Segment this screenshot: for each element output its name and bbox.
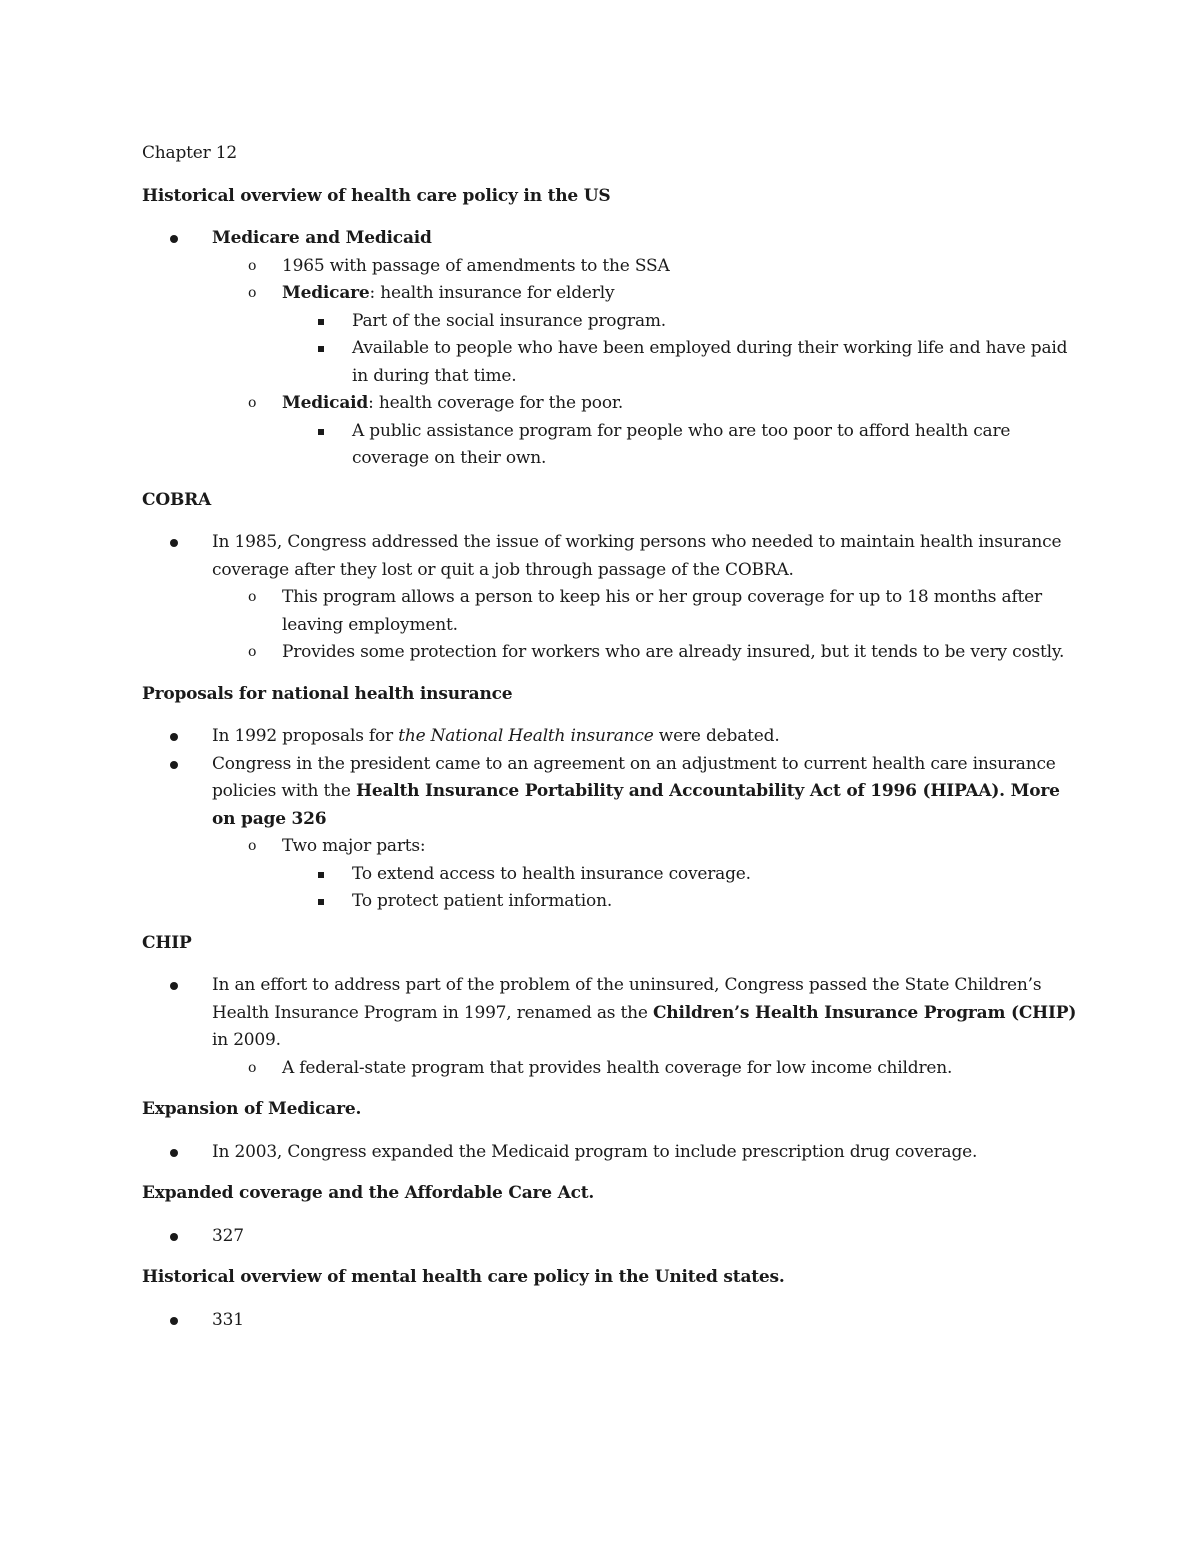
bullet-list xyxy=(142,1223,1082,1251)
item-text: Two major parts: xyxy=(282,836,426,856)
item-text: This program allows a person to keep his or her group coverage for up to 18 months after leaving employment. xyxy=(282,587,1042,635)
sub-sub-list xyxy=(282,861,1082,916)
list-item xyxy=(248,1055,1082,1083)
section-national-health-insurance xyxy=(142,723,1082,916)
item-text: Provides some protection for workers who are already insured, but it tends to be very costly. xyxy=(282,642,1065,662)
list-item xyxy=(212,723,1082,751)
list-item xyxy=(212,529,1082,667)
item-term: Children’s Health Insurance Program (CHIP) xyxy=(652,1002,1077,1023)
bullet-list xyxy=(142,1307,1082,1335)
item-text: 331 xyxy=(212,1309,244,1330)
section-health-care-policy xyxy=(142,225,1082,473)
item-text: In an effort to address part of the problem of the uninsured, Congress passed the State Children’s Health Insurance Program in 1997, renamed as the xyxy=(212,975,1042,1023)
item-text: in 2009. xyxy=(212,1030,281,1050)
list-item xyxy=(248,584,1082,639)
item-text: 327 xyxy=(212,1225,244,1246)
bullet-circle-icon: o xyxy=(248,1059,257,1076)
item-text: Medicare and Medicaid xyxy=(212,228,432,248)
section-expansion-of-medicare xyxy=(142,1139,1082,1167)
list-item xyxy=(212,1223,1082,1251)
item-text: : health coverage for the poor. xyxy=(368,393,624,413)
bullet-list xyxy=(142,723,1082,916)
item-text: In 1992 proposals for xyxy=(212,726,399,746)
sub-sub-list xyxy=(282,418,1082,473)
chapter-title: Chapter 12 xyxy=(142,143,238,163)
bullet-list xyxy=(142,972,1082,1082)
bullet-circle-icon: o xyxy=(248,838,257,854)
sub-list xyxy=(212,1055,1082,1083)
item-term: Health Insurance Portability and Accountability Act of 1996 (HIPAA). More on page 326 xyxy=(212,781,1060,829)
sub-list xyxy=(212,833,1082,916)
heading-cobra: COBRA xyxy=(142,489,212,510)
item-text: To extend access to health insurance coverage. xyxy=(352,863,751,884)
item-text: A federal-state program that provides health coverage for low income children. xyxy=(282,1057,953,1078)
list-item xyxy=(212,225,1082,473)
list-item xyxy=(248,390,1082,473)
item-term: Medicare xyxy=(282,283,370,303)
item-text: 1965 with passage of amendments to the SSA xyxy=(282,255,670,276)
item-text: Congress in the president came to an agreement on an adjustment to current health care insurance policies with the xyxy=(212,753,1056,801)
heading-affordable-care-act: Expanded coverage and the Affordable Care Act. xyxy=(142,1183,595,1203)
item-text: were debated. xyxy=(653,726,780,746)
heading-chip: CHIP xyxy=(142,932,192,953)
list-item xyxy=(212,751,1082,916)
sub-list xyxy=(212,584,1082,667)
bullet-list xyxy=(142,225,1082,473)
list-item xyxy=(352,418,1082,473)
heading-national-health-insurance: Proposals for national health insurance xyxy=(142,683,513,704)
item-text: Available to people who have been employed during their working life and have paid in during that time. xyxy=(352,338,1068,386)
item-text: To protect patient information. xyxy=(352,891,613,911)
document-body xyxy=(142,140,1082,1348)
item-text: Part of the social insurance program. xyxy=(352,310,667,331)
list-item xyxy=(248,280,1082,390)
list-item xyxy=(248,833,1082,916)
section-chip xyxy=(142,972,1082,1082)
list-item xyxy=(352,308,1082,336)
bullet-circle-icon: o xyxy=(248,257,257,274)
list-item xyxy=(248,639,1082,667)
list-item xyxy=(212,1307,1082,1335)
item-text: In 2003, Congress expanded the Medicaid program to include prescription drug coverage. xyxy=(212,1141,978,1162)
section-affordable-care-act xyxy=(142,1223,1082,1251)
bullet-list xyxy=(142,1139,1082,1167)
bullet-circle-icon: o xyxy=(248,395,257,411)
item-emphasis: the National Health insurance xyxy=(398,726,654,746)
bullet-list xyxy=(142,529,1082,667)
item-text: In 1985, Congress addressed the issue of working persons who needed to maintain health insurance coverage after they lost or quit a job through passage of the COBRA. xyxy=(212,532,1062,580)
list-item xyxy=(352,335,1082,390)
sub-sub-list xyxy=(282,308,1082,391)
list-item xyxy=(248,253,1082,281)
bullet-circle-icon: o xyxy=(248,644,257,660)
heading-health-care-policy: Historical overview of health care policy in the US xyxy=(142,185,611,206)
list-item xyxy=(212,972,1082,1082)
list-item xyxy=(212,1139,1082,1167)
bullet-circle-icon: o xyxy=(248,285,257,301)
bullet-circle-icon: o xyxy=(248,589,257,605)
list-item xyxy=(352,861,1082,889)
heading-expansion-of-medicare: Expansion of Medicare. xyxy=(142,1099,362,1119)
item-text: : health insurance for elderly xyxy=(369,283,615,303)
sub-list xyxy=(212,253,1082,473)
item-term: Medicaid xyxy=(282,393,369,413)
item-text: A public assistance program for people who are too poor to afford health care coverage on their own. xyxy=(352,420,1011,468)
list-item xyxy=(352,888,1082,916)
heading-mental-health-care-policy: Historical overview of mental health care policy in the United states. xyxy=(142,1267,785,1287)
section-cobra xyxy=(142,529,1082,667)
section-mental-health-care-policy xyxy=(142,1307,1082,1335)
